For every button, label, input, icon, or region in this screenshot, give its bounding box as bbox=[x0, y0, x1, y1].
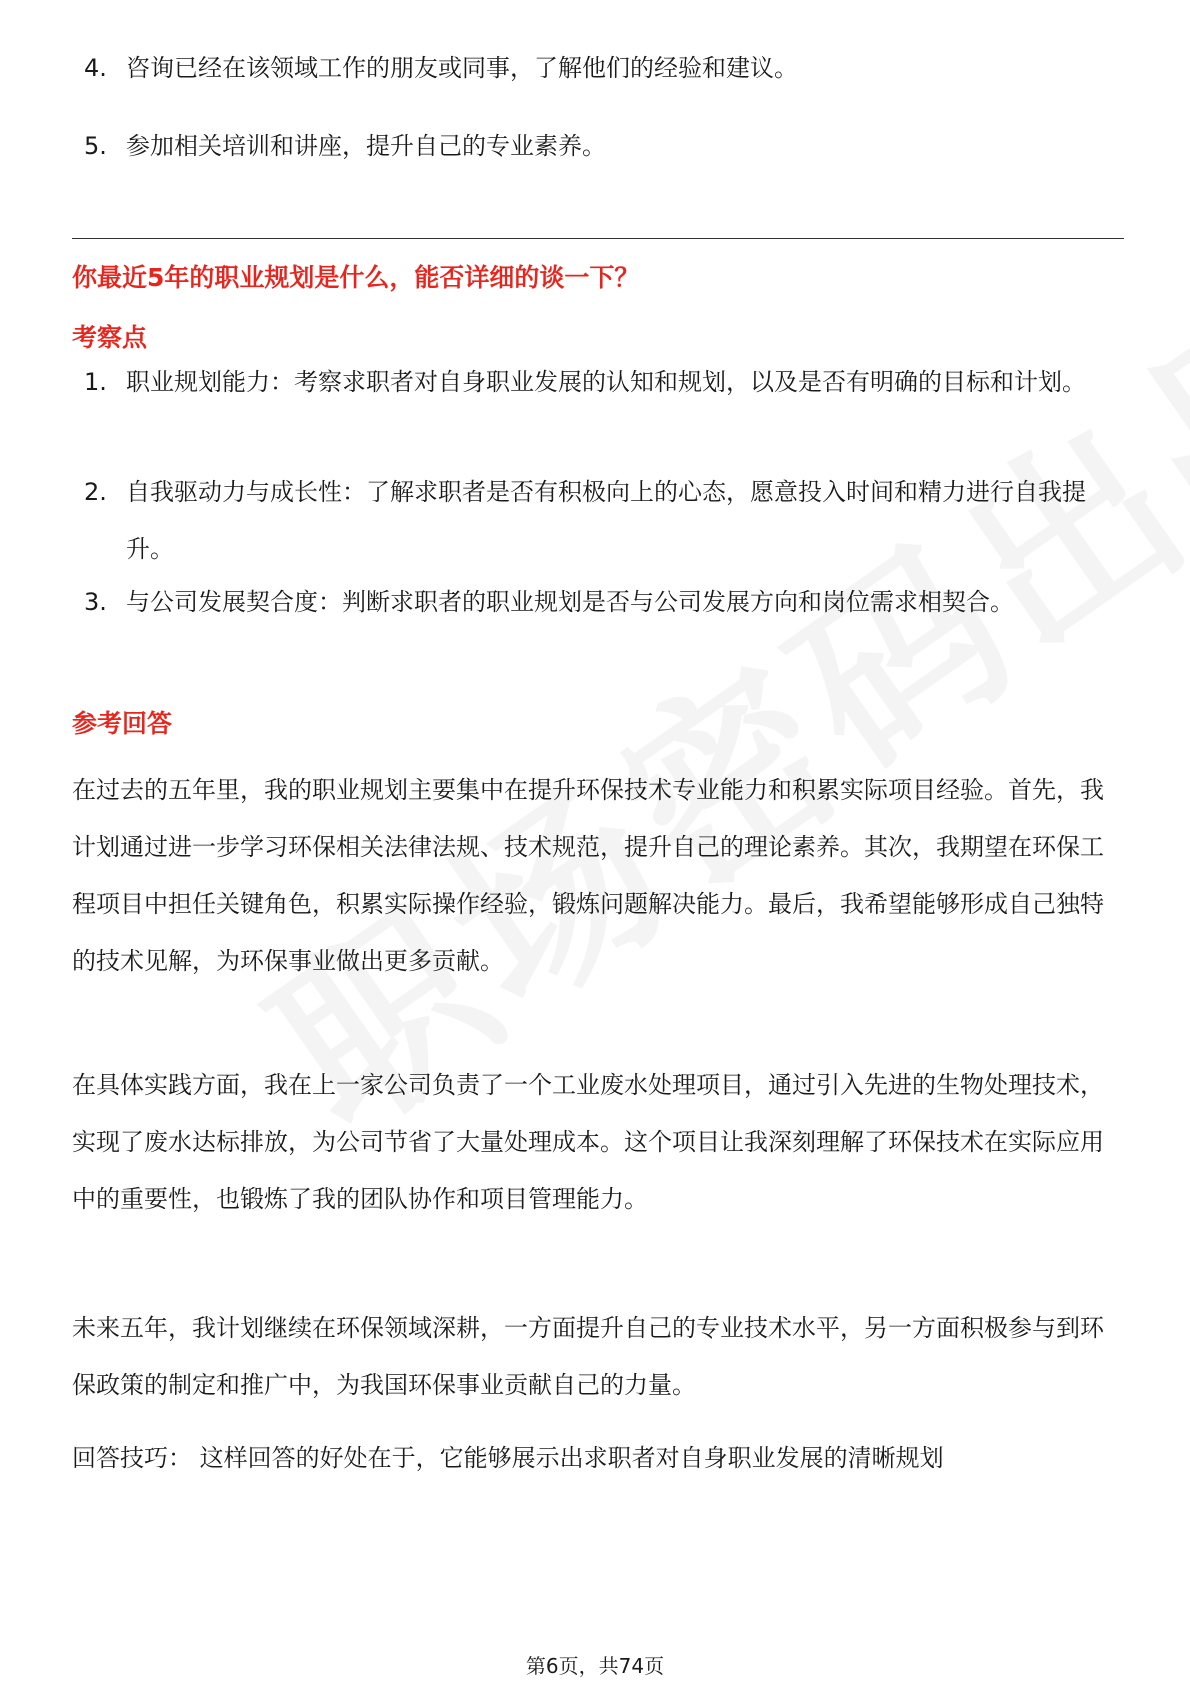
answer-paragraph: 未来五年，我计划继续在环保领域深耕，一方面提升自己的专业技术水平，另一方面积极参与到环保政策的制定和推广中，为我国环保事业贡献自己的力量。 bbox=[72, 1314, 1104, 1399]
answer-paragraph: 在具体实践方面，我在上一家公司负责了一个工业废水处理项目，通过引入先进的生物处理技术，实现了废水达标排放，为公司节省了大量处理成本。这个项目让我深刻理解了环保技术在实际应用中的重要性，也锻炼了我的团队协作和项目管理能力。 bbox=[72, 1071, 1104, 1213]
answer-paragraph: 在过去的五年里，我的职业规划主要集中在提升环保技术专业能力和积累实际项目经验。首先，我计划通过进一步学习环保相关法律法规、技术规范，提升自己的理论素养。其次，我期望在环保工程项目中担任关键角色，积累实际操作经验，锻炼问题解决能力。最后，我希望能够形成自己独特的技术见解，为环保事业做出更多贡献。 bbox=[72, 776, 1104, 975]
list-text: 参加相关培训和讲座，提升自己的专业素养。 bbox=[126, 132, 606, 160]
list-item bbox=[84, 574, 1124, 631]
list-item bbox=[84, 118, 1124, 175]
list-number: 1. bbox=[84, 368, 107, 396]
list-text: 自我驱动力与成长性：了解求职者是否有积极向上的心态，愿意投入时间和精力进行自我提升。 bbox=[126, 478, 1086, 563]
list-text: 职业规划能力：考察求职者对自身职业发展的认知和规划，以及是否有明确的目标和计划。 bbox=[126, 368, 1086, 396]
list-number: 5. bbox=[84, 132, 107, 160]
list-text: 咨询已经在该领域工作的朋友或同事，了解他们的经验和建议。 bbox=[126, 54, 798, 82]
page-number: 第6页，共74页 bbox=[525, 1654, 665, 1678]
list-number: 2. bbox=[84, 478, 107, 506]
list-text: 与公司发展契合度：判断求职者的职业规划是否与公司发展方向和岗位需求相契合。 bbox=[126, 588, 1014, 616]
section-heading-answer: 参考回答 bbox=[72, 709, 173, 738]
list-item bbox=[84, 40, 1124, 97]
list-number: 3. bbox=[84, 588, 107, 616]
answer-tip-paragraph: 回答技巧： 这样回答的好处在于，它能够展示出求职者对自身职业发展的清晰规划 bbox=[72, 1444, 944, 1472]
question-heading: 你最近5年的职业规划是什么，能否详细的谈一下？ bbox=[72, 263, 640, 292]
list-number: 4. bbox=[84, 54, 107, 82]
list-item bbox=[84, 464, 1124, 578]
divider bbox=[72, 238, 1124, 239]
list-item bbox=[84, 354, 1124, 411]
section-heading-examine: 考察点 bbox=[72, 323, 148, 352]
